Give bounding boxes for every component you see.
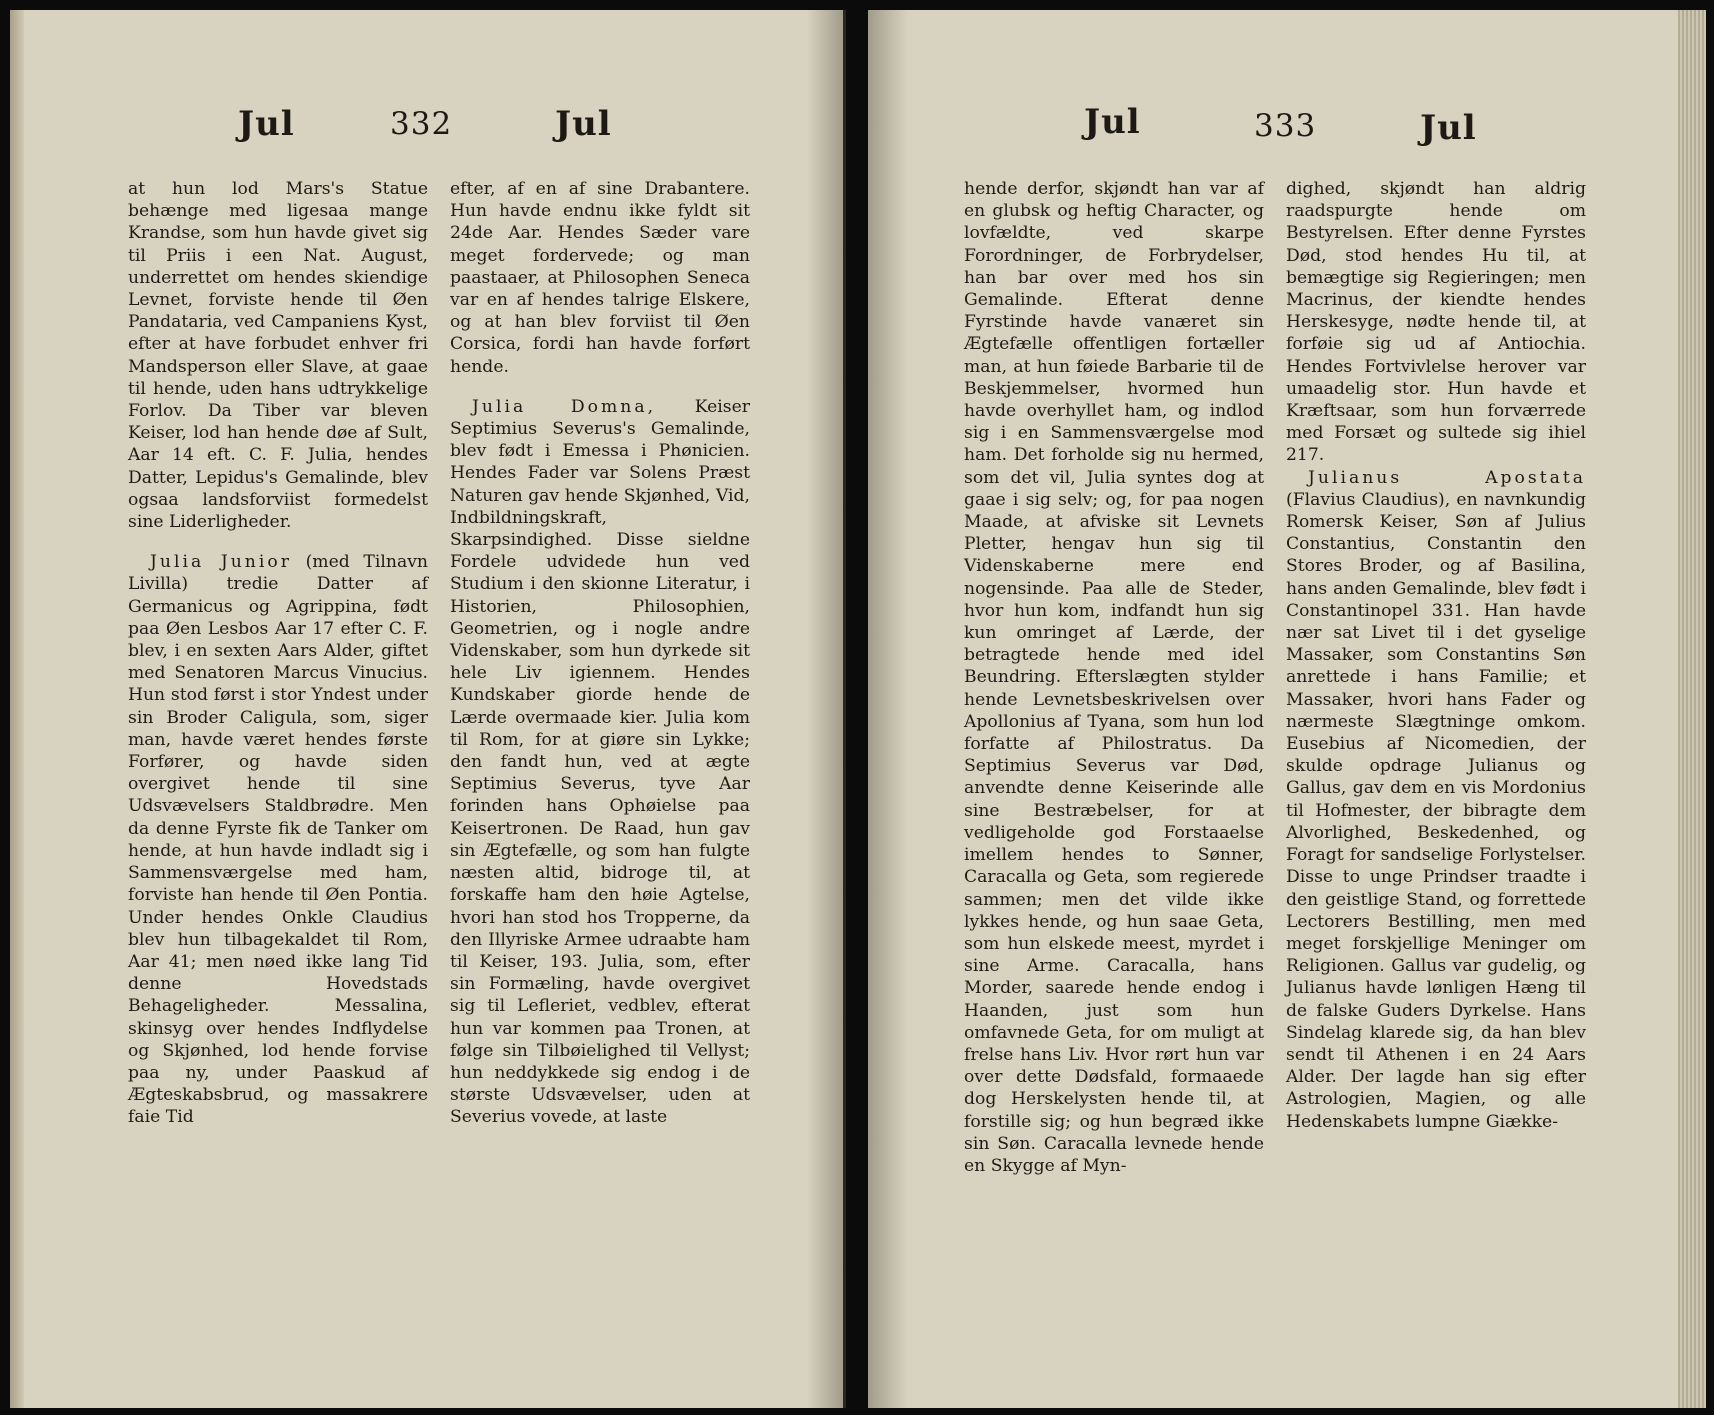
page-edge [10,10,24,1408]
entry-headword: Julia Junior [150,552,292,573]
page-edge [1678,10,1706,1408]
paragraph: Julianus Apostata (Flavius Claudius), en navnkundig Romersk Keiser, Søn af Julius Constantius, Constantin den Stores Broder, og af Basilina, hans anden Gemalinde, blev født i Constantinopel 331. Han havde nær sat Livet til i det gyselige Massaker, som Constantins Søn anrettede i hans Familie; et Massaker, hvori hans Fader og nærmeste Slægtninge omkom. Eusebius af Nicomedien, der skulde opdrage Julianus og Gallus, gav dem en vis Mordonius til Hofmester, der bibragte dem Alvorlighed, Beskedenhed, og Foragt for sandselige Forlystelser. Disse to unge Prindser traadte i den geistlige Stand, og forrettede Lectorers Bestilling, men med meget forskjellige Meninger om Religionen. Gallus var gudelig, og Julianus havde lønligen Hæng til de falske Guders Dyrkelse. Hans Sindelag klarede sig, da han blev sendt til Athenen i en 24 Aars Alder. Der lagde han sig efter Astrologien, Magien, og alle Hedenskabets lumpne Giække- [1286,467,1586,1132]
entry-headword: Julia Domna [472,396,648,417]
running-head-left: Jul [238,104,295,144]
paragraph: Julia Domna, Keiser Septimius Severus's Gemalinde, blev født i Emessa i Phønicien. Hendes Fader var Solens Præst Naturen gav hende Skjønhed, Vid, Indbildningskraft, Skarpsindighed. Disse sieldne Fordele udvidede hun ved Studium i den skionne Literatur, i Historien, Philosophien, Geometrien, og i nogle andre Videnskaber, som hun dyrkede sit hele Liv igiennem. Hendes Kundskaber giorde hende de Lærde overmaade kier. Julia kom til Rom, for at giøre sin Lykke; den fandt hun, ved at ægte Septimius Severus, tyve Aar forinden hans Ophøielse paa Keisertronen. De Raad, hun gav sin Ægtefælle, og som han fulgte næsten altid, bidroge til, at forskaffe ham den høie Agtelse, hvori han stod hos Tropperne, da den Illyriske Armee udraabte ham til Keiser, 193. Julia, som, efter sin Formæling, havde overgivet sig til Lefleriet, vedblev, efterat hun var kommen paa Tronen, at følge sin Tilbøielighed til Vellyst; hun neddykkede sig endog i de største Udsvævelser, uden at Severius vovede, at laste [450,396,750,1128]
text-column-2 [1286,178,1586,1133]
gutter-shadow [807,10,843,1408]
left-page [10,10,846,1408]
paragraph: at hun lod Mars's Statue behænge med ligesaa mange Krandse, som hun havde givet sig til Priis i een Nat. August, underrettet om hendes skiendige Levnet, forviste hende til Øen Pandataria, ved Campaniens Kyst, efter at have forbudet enhver fri Mandsperson eller Slave, at gaae til hende, uden hans udtrykkelige Forlov. Da Tiber var bleven Keiser, lod han hende døe af Sult, Aar 14 eft. C. F. Julia, hendes Datter, Lepidus's Gemalinde, blev ogsaa landsforviist formedelst sine Liderligheder. [128,179,428,533]
text-column-1 [964,178,1264,1177]
gutter-shadow [868,10,908,1408]
page-number: 332 [390,106,453,142]
paragraph: hende derfor, skjøndt han var af en glubsk og heftig Character, og lovfældte, ved skarpe Forordninger, de Forbrydelser, han bar over med hos sin Gemalinde. Efterat denne Fyrstinde havde vanæret sin Ægtefælle offentligen fortæller man, at hun føiede Barbarie til de Beskjemmelser, hvormed hun havde overhyllet ham, og indlod sig i en Sammensværgelse mod ham. Det forholde sig nu hermed, som det vil, Julia syntes dog at gaae i sig selv; og, for paa nogen Maade, at afviske sit Levnets Pletter, hengav hun sig til Videnskaberne mere end nogensinde. Paa alle de Steder, hvor hun kom, indfandt hun sig kun omringet af Lærde, der betragtede hende med idel Beundring. Efterslægten stylder hende Levnetsbeskrivelsen over Apollonius af Tyana, som hun lod forfatte af Philostratus. Da Septimius Severus var Død, anvendte denne Keiserinde alle sine Bestræbelser, for at vedligeholde god Forstaaelse imellem hendes to Sønner, Caracalla og Geta, som regierede sammen; men det vilde ikke lykkes hende, og hun saae Geta, som hun elskede meest, myrdet i sine Arme. Caracalla, hans Morder, saarede hende endog i Haanden, just som hun omfavnede Geta, for om muligt at frelse hans Liv. Hvor rørt hun var over dette Dødsfald, formaaede dog Herskelysten hende til, at forstille sig; og hun begræd ikke sin Søn. Caracalla levnede hende en Skygge af Myn- [964,179,1264,1176]
text-column-1 [128,178,428,1129]
text-column-2 [450,178,750,1129]
paragraph: dighed, skjøndt han aldrig raadspurgte hende om Bestyrelsen. Efter denne Fyrstes Død, stod hendes Hu til, at bemægtige sig Regieringen; men Macrinus, der kiendte hendes Herskesyge, nødte hende til, at forføie sig ud af Antiochia. Hendes Fortvivlelse herover var umaadelig stor. Hun havde et Kræftsaar, som hun forværrede med Forsæt og sultede sig ihiel 217. [1286,179,1586,466]
running-head-right: Jul [555,104,612,144]
paragraph: efter, af en af sine Drabantere. Hun havde endnu ikke fyldt sit 24de Aar. Hendes Sæder vare meget fordervede; og man paastaaer, at Philosophen Seneca var en af hendes talrige Elskere, og at han blev forviist til Øen Corsica, fordi han havde forført hende. [450,179,750,377]
running-head-right: Jul [1420,108,1477,148]
right-page [868,10,1706,1408]
entry-headword: Julianus Apostata [1308,467,1586,488]
paragraph: Julia Junior (med Tilnavn Livilla) tredie Datter af Germanicus og Agrippina, født paa Øen Lesbos Aar 17 efter C. F. blev, i en sexten Aars Alder, giftet med Senatoren Marcus Vinucius. Hun stod først i stor Yndest under sin Broder Caligula, som, siger man, havde været hendes første Forfører, og havde siden overgivet hende til sine Udsvævelsers Staldbrødre. Men da denne Fyrste fik de Tanker om hende, at hun havde indladt sig i Sammensværgelse med ham, forviste han hende til Øen Pontia. Under hendes Onkle Claudius blev hun tilbagekaldet til Rom, Aar 41; men nøed ikke lang Tid denne Hovedstads Behageligheder. Messalina, skinsyg over hendes Indflydelse og Skjønhed, lod hende forvise paa ny, under Paaskud af Ægteskabsbrud, og massakrere faie Tid [128,552,428,1128]
page-number: 333 [1254,108,1317,144]
running-head-left: Jul [1084,102,1141,142]
